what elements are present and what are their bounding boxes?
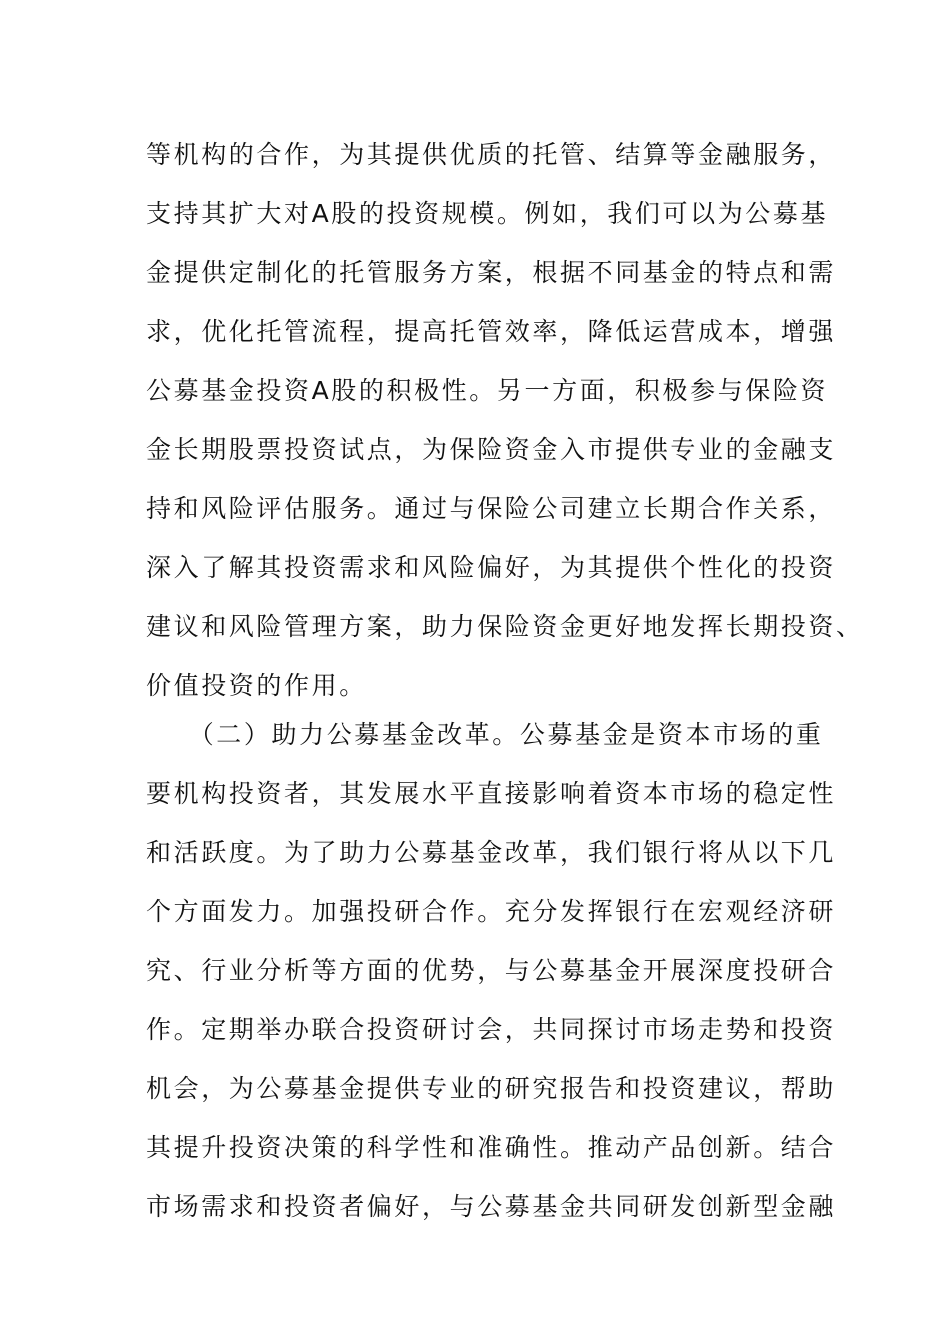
text-line: 金长期股票投资试点，为保险资金入市提供专业的金融支 (146, 435, 837, 464)
text-line: 究、行业分析等方面的优势，与公募基金开展深度投研合 (146, 956, 837, 985)
text-line: 作。定期举办联合投资研讨会，共同探讨市场走势和投资 (146, 1015, 837, 1044)
text-line: 持和风险评估服务。通过与保险公司建立长期合作关系， (146, 494, 837, 523)
text-line: 和活跃度。为了助力公募基金改革，我们银行将从以下几 (146, 838, 837, 867)
text-line: 其提升投资决策的科学性和准确性。推动产品创新。结合 (146, 1133, 837, 1162)
text-line: 支持其扩大对A股的投资规模。例如，我们可以为公募基 (146, 199, 829, 228)
text-line: 机会，为公募基金提供专业的研究报告和投资建议，帮助 (146, 1074, 837, 1103)
text-line: （二）助力公募基金改革。公募基金是资本市场的重 (146, 720, 824, 749)
text-line: 建议和风险管理方案，助力保险资金更好地发挥长期投资、 (146, 612, 864, 641)
text-line: 价值投资的作用。 (146, 671, 367, 700)
text-line: 求，优化托管流程，提高托管效率，降低运营成本，增强 (146, 317, 837, 346)
text-line: 等机构的合作，为其提供优质的托管、结算等金融服务， (146, 140, 837, 169)
paragraph-1 (146, 125, 864, 715)
paragraph-2 (146, 705, 837, 1236)
text-line: 金提供定制化的托管服务方案，根据不同基金的特点和需 (146, 258, 837, 287)
text-line: 公募基金投资A股的积极性。另一方面，积极参与保险资 (146, 376, 829, 405)
text-line: 深入了解其投资需求和风险偏好，为其提供个性化的投资 (146, 553, 837, 582)
text-line: 市场需求和投资者偏好，与公募基金共同研发创新型金融 (146, 1192, 837, 1221)
text-line: 要机构投资者，其发展水平直接影响着资本市场的稳定性 (146, 779, 837, 808)
text-line: 个方面发力。加强投研合作。充分发挥银行在宏观经济研 (146, 897, 837, 926)
